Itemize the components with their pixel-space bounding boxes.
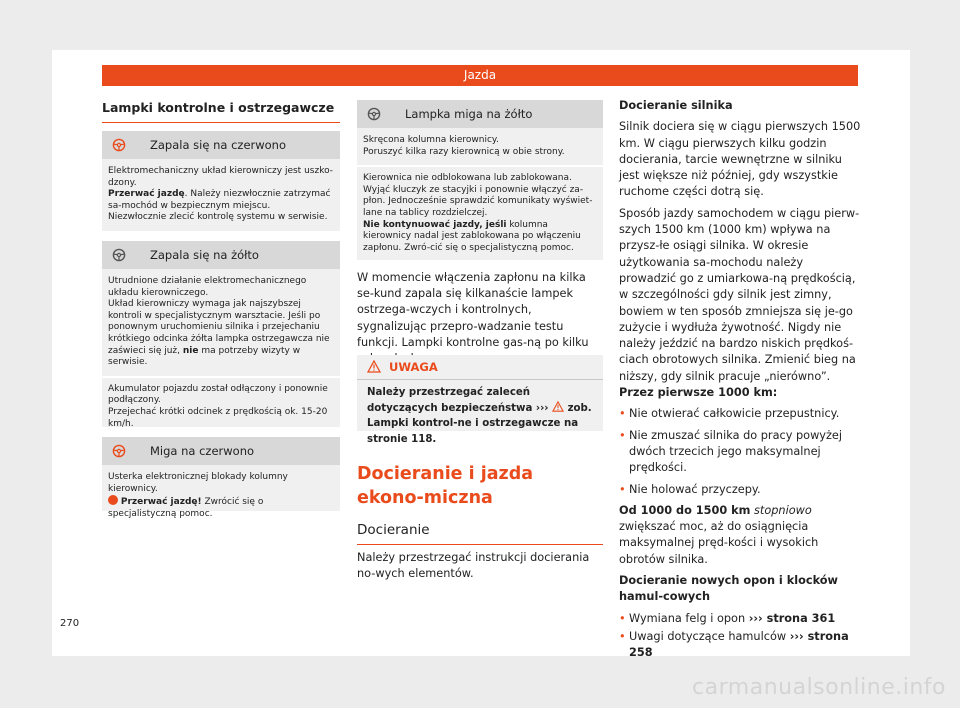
card-yellow-text-3: ma potrzeby wizyty w serwisie. bbox=[108, 345, 301, 368]
card-red-stop-bold: Przerwać jazdę bbox=[108, 189, 185, 200]
card-yellow-separator bbox=[102, 376, 340, 378]
page-ref-link[interactable]: ››› strona 258 bbox=[629, 629, 849, 660]
ignition-test-paragraph: W momencie włączenia zapłonu na kilka se-kund zapala się kilkanaście lampek ostrzega-wczych i kontrolnych, sygnalizując przepro-wadzanie testu funkcji. Lampki kontrolne gas-ną po kilku bbox=[357, 271, 589, 349]
break-in-paragraph: Należy przestrzegać instrukcji docierania no-wych elementów. bbox=[357, 551, 590, 581]
card-blink-yellow-body bbox=[357, 128, 603, 260]
card-blink-red-header bbox=[102, 437, 340, 465]
steering-wheel-lock-icon bbox=[367, 107, 381, 121]
card-red-text-3: Niezwłocznie zlecić kontrolę systemu w serwisie. bbox=[108, 212, 328, 223]
steering-wheel-red-icon bbox=[112, 138, 126, 152]
card-blink-red-text-2: Zwrócić się o specjalistyczną pomoc. bbox=[108, 497, 264, 519]
chapter-heading: Docieranie i jazda ekono-miczna bbox=[357, 464, 534, 508]
stop-indicator-icon bbox=[108, 495, 118, 505]
card-yellow-text-1: Utrudnione działanie elektromechanicznego układu kierowniczego. bbox=[108, 276, 307, 298]
card-yellow-text-4: Akumulator pojazdu został odłączony i ponownie podłączony. bbox=[108, 383, 328, 406]
engine-break-in-text-1: Silnik dociera się w ciągu pierwszych 1500 km. W ciągu pierwszych kilku godzin docierania, tarcie wewnętrzne w silniku jest większe niż później, gdy wszystkie ruchome części dotrą się. bbox=[619, 120, 861, 199]
range-1000-1500-bold: Od 1000 do 1500 km bbox=[619, 503, 751, 517]
gradually-italic: stopniowo bbox=[750, 503, 812, 517]
warning-box bbox=[357, 355, 603, 445]
card-blink-yellow-header bbox=[357, 100, 603, 128]
list-item: • Nie otwierać całkowicie przepustnicy. bbox=[619, 407, 840, 421]
page-number: 270 bbox=[60, 618, 80, 629]
card-red-header bbox=[102, 131, 340, 159]
warning-text bbox=[357, 380, 603, 452]
card-yellow-body bbox=[102, 269, 340, 427]
list-item: • Nie zmuszać silnika do pracy powyżej dwóch trzecich jego maksymalnej prędkości. bbox=[619, 428, 843, 475]
card-blink-red-stop-bold: Przerwać jazdę! bbox=[120, 497, 202, 508]
card-yellow-bold-nie: nie bbox=[182, 345, 199, 356]
card-red-text-1: Elektromechaniczny układ kierowniczy jest uszko-dzony. bbox=[108, 166, 334, 188]
card-yellow-text-5: Przejechać krótki odcinek z prędkością ok. 15-20 km/h. bbox=[108, 406, 328, 429]
card-blink-yellow-text-1: Skręcona kolumna kierownicy. bbox=[363, 135, 499, 145]
warning-link[interactable]: zob. Lampki kontrol-ne i ostrzegawcze na stronie 118. bbox=[367, 402, 592, 445]
section-title: Lampki kontrolne i ostrzegawcze bbox=[102, 100, 340, 123]
steering-wheel-red-icon bbox=[112, 444, 126, 458]
warning-triangle-icon bbox=[552, 401, 564, 412]
warning-text-1: Należy przestrzegać zaleceń dotyczących bezpieczeństwa ››› bbox=[367, 387, 549, 414]
warning-label: UWAGA bbox=[389, 360, 438, 374]
tires-brakes-title: Docieranie nowych opon i klocków hamul-cowych bbox=[619, 574, 838, 604]
card-blink-yellow-separator bbox=[357, 165, 603, 167]
card-red-body bbox=[102, 159, 340, 231]
engine-break-in-title: Docieranie silnika bbox=[619, 99, 733, 112]
card-red-title: Zapala się na czerwono bbox=[150, 138, 287, 152]
warning-header bbox=[357, 355, 603, 380]
chapter-header: Jazda bbox=[102, 65, 858, 86]
watermark: carmanualsonline.info bbox=[692, 675, 946, 700]
engine-break-in-text-2: Sposób jazdy samochodem w ciągu pierw-szych 1500 km (1000 km) wpływa na przysz-łe osiągi silnika. W okresie użytkowania sa-mochodu należy prowadzić go z umiarkowa-ną prędkością, w szczególności gdy silnik jest zimny, bowiem w ten sposób zmniejsza się je-go zużycie i wydłuża żywotność. Nigdy nie należy jeździć na bardzo niskich prędkoś-ciach obrotowych silnika. Zmienić bieg na niższy, gdy silnik pracuje „nierówno”. bbox=[619, 206, 860, 383]
card-blink-yellow-text-2: Poruszyć kilka razy kierownicą w obie strony. bbox=[363, 146, 565, 157]
card-blink-yellow-text-5: kolumna kierownicy nadal jest zablokowana po włączeniu zapłonu. Zwró-cić się o specjalistyczną pomoc. bbox=[363, 219, 581, 253]
right-column bbox=[619, 98, 863, 667]
list-item: • Wymiana felg i opon ››› strona 361 bbox=[619, 611, 836, 625]
card-blink-red-title: Miga na czerwono bbox=[150, 444, 255, 458]
card-blink-yellow-text-4: Wyjąć kluczyk ze stacyjki i ponownie włączyć za-płon. Jednocześnie sprawdzić komunikaty wyświet-lane na tablicy rozdzielczej. bbox=[363, 184, 593, 218]
card-yellow-title: Zapala się na żółto bbox=[150, 248, 259, 262]
card-yellow-text-2: Układ kierowniczy wymaga jak najszybszej kontroli w specjalistycznym warsztacie. Jeśli po ponownym uruchomieniu silnika i przejechaniu krótkiego odcinka żółta lampka ostrzegawcza nie zaświeci się już, bbox=[108, 299, 330, 356]
card-red-text-2: . Należy niezwłocznie zatrzymać sa-mochód w bezpiecznym miejscu. bbox=[108, 189, 331, 211]
warning-triangle-icon bbox=[367, 360, 381, 373]
card-blink-yellow-bold: Nie kontynuować jazdy, jeśli bbox=[363, 219, 507, 230]
card-blink-red-text-1: Usterka elektronicznej blokady kolumny kierownicy. bbox=[108, 472, 288, 494]
card-blink-yellow-text-3: Kierownica nie odblokowana lub zablokowana. bbox=[363, 173, 572, 184]
steering-wheel-yellow-icon bbox=[112, 248, 126, 262]
list-item: • Uwagi dotyczące hamulców ››› strona 258 bbox=[619, 629, 849, 660]
card-blink-red-body bbox=[102, 465, 340, 519]
range-1000-1500-text: zwiększać moc, aż do osiągnięcia maksymalnej pręd-kości i wysokich obrotów silnika. bbox=[619, 520, 819, 566]
list-item: • Nie holować przyczepy. bbox=[619, 482, 761, 496]
page-ref-link[interactable]: ››› strona 361 bbox=[748, 611, 836, 625]
first-1000km-bold: Przez pierwsze 1000 km: bbox=[619, 386, 778, 400]
card-yellow-header bbox=[102, 241, 340, 269]
subheading-docieranie: Docieranie bbox=[357, 522, 603, 545]
card-blink-yellow-title: Lampka miga na żółto bbox=[405, 107, 533, 121]
